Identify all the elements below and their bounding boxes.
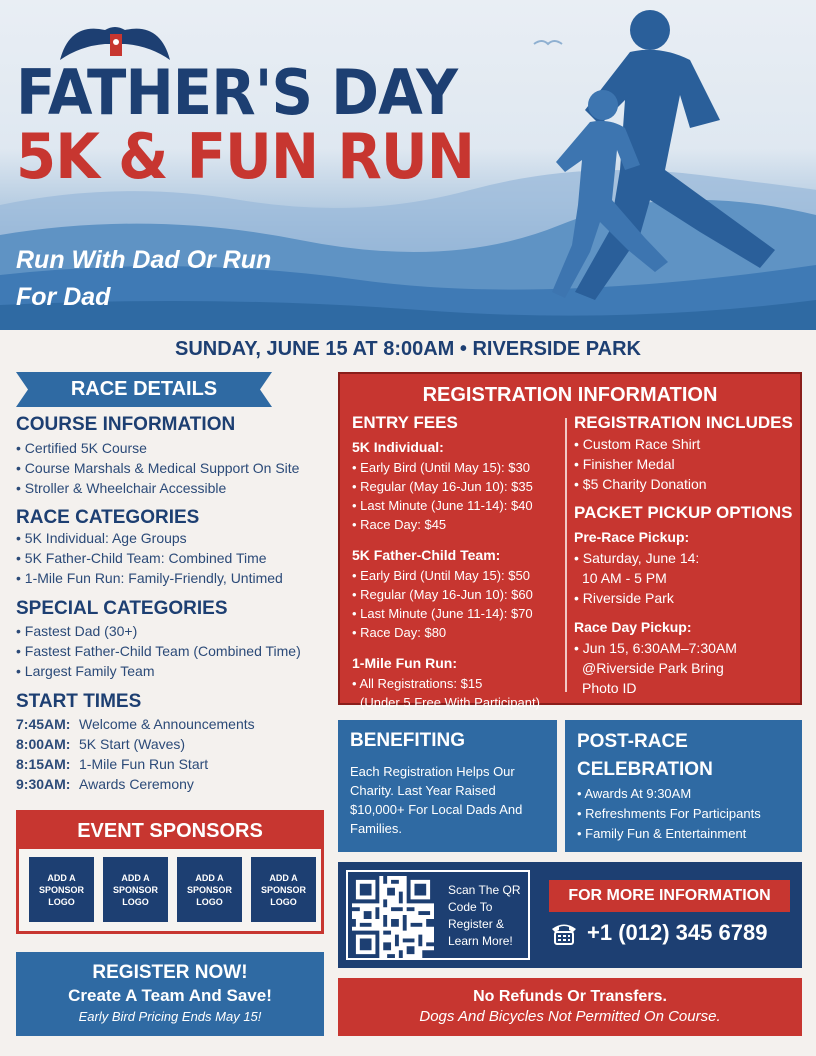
sponsor-logo-placeholder: ADD A SPONSOR LOGO — [251, 857, 316, 922]
start-time: 7:45AM: — [16, 716, 71, 732]
course-info-heading: COURSE INFORMATION — [16, 414, 236, 435]
pickup-detail: • Saturday, June 14: — [574, 548, 796, 568]
phone-number[interactable]: +1 (012) 345 6789 — [587, 920, 768, 945]
start-times-list — [16, 714, 255, 794]
fee-item: • Last Minute (June 11-14): $70 — [352, 604, 562, 623]
list-item: • Course Marshals & Medical Support On Site — [16, 458, 299, 478]
telephone-icon — [549, 920, 579, 946]
start-time-row — [16, 754, 255, 774]
start-event: 5K Start (Waves) — [79, 736, 186, 752]
include-item: • $5 Charity Donation — [574, 474, 796, 494]
more-info-label: FOR MORE INFORMATION — [549, 880, 790, 912]
early-bird-note: Early Bird Pricing Ends May 15! — [78, 1009, 262, 1024]
event-sponsors-heading: EVENT SPONSORS — [19, 813, 321, 849]
pickup-detail: • Riverside Park — [574, 588, 796, 608]
policy-notice — [338, 978, 802, 1036]
register-team-text: Create A Team And Save! — [68, 986, 272, 1005]
list-item: • 5K Father-Child Team: Combined Time — [16, 548, 283, 568]
race-categories-list — [16, 528, 283, 588]
event-sponsors-box — [16, 810, 324, 934]
race-day-pickup-heading: Race Day Pickup: — [574, 619, 692, 635]
pickup-heading: PACKET PICKUP OPTIONS — [574, 503, 793, 522]
team-fees-heading: 5K Father-Child Team: — [352, 547, 501, 563]
post-race-item: • Refreshments For Participants — [577, 804, 790, 824]
fee-item: • Regular (May 16-Jun 10): $35 — [352, 477, 562, 496]
sponsor-logo-placeholder: ADD A SPONSOR LOGO — [177, 857, 242, 922]
start-time: 8:00AM: — [16, 736, 71, 752]
event-date-location: SUNDAY, JUNE 15 AT 8:00AM • RIVERSIDE PARK — [174, 338, 641, 360]
start-time-row — [16, 774, 255, 794]
refund-policy: No Refunds Or Transfers. — [473, 988, 667, 1005]
sponsor-logo-placeholder: ADD A SPONSOR LOGO — [29, 857, 94, 922]
benefiting-box — [338, 720, 557, 852]
pre-race-pickup-heading: Pre-Race Pickup: — [574, 529, 690, 545]
sponsor-logo-placeholder: ADD A SPONSOR LOGO — [103, 857, 168, 922]
start-time-row — [16, 714, 255, 734]
entry-fees-heading: ENTRY FEES — [352, 413, 458, 432]
pickup-detail: 10 AM - 5 PM — [582, 570, 667, 586]
fee-item: • Early Bird (Until May 15): $30 — [352, 458, 562, 477]
fee-item: • Early Bird (Until May 15): $50 — [352, 566, 562, 585]
benefiting-text: Each Registration Helps Our Charity. Last Year Raised $10,000+ For Local Dads And Families. — [350, 764, 523, 836]
post-race-item: • Awards At 9:30AM — [577, 784, 790, 804]
pickup-detail: Photo ID — [582, 680, 637, 696]
pickup-detail: @Riverside Park Bring — [582, 660, 724, 676]
post-race-item: • Family Fun & Entertainment — [577, 824, 790, 844]
registration-info-box — [338, 372, 802, 710]
benefiting-heading: BENEFITING — [350, 730, 466, 751]
course-info-list — [16, 438, 299, 498]
race-details-ribbon — [16, 372, 272, 407]
post-race-heading: POST-RACE CELEBRATION — [577, 731, 713, 780]
special-categories-list — [16, 621, 301, 681]
tagline: Run With Dad Or Run For Dad — [16, 246, 272, 311]
pickup-detail: • Jun 15, 6:30AM–7:30AM — [574, 638, 796, 658]
register-now-heading: REGISTER NOW! — [92, 962, 248, 983]
start-times-heading: START TIMES — [16, 691, 142, 712]
fee-note: (Under 5 Free With Participant) — [360, 695, 540, 710]
start-event: 1-Mile Fun Run Start — [79, 756, 209, 772]
list-item: • Certified 5K Course — [16, 438, 299, 458]
hero-banner — [0, 0, 816, 330]
start-time: 9:30AM: — [16, 776, 71, 792]
register-now-box — [16, 952, 324, 1036]
fee-item: • Race Day: $45 — [352, 515, 562, 534]
event-subtitle: 5K & FUN RUN — [16, 120, 475, 193]
registration-info-heading: REGISTRATION INFORMATION — [422, 384, 718, 406]
race-categories-heading: RACE CATEGORIES — [16, 507, 200, 528]
column-divider — [565, 418, 567, 692]
include-item: • Custom Race Shirt — [574, 434, 796, 454]
start-time: 8:15AM: — [16, 756, 71, 772]
list-item: • Stroller & Wheelchair Accessible — [16, 478, 299, 498]
event-title: FATHER'S DAY — [16, 56, 458, 129]
special-categories-heading: SPECIAL CATEGORIES — [16, 598, 228, 619]
includes-column — [574, 412, 796, 698]
sponsor-logos — [29, 857, 316, 922]
start-event: Awards Ceremony — [79, 776, 194, 792]
qr-instructions: Scan The QR Code To Register & Learn More! — [448, 883, 521, 948]
fee-item: • Regular (May 16-Jun 10): $60 — [352, 585, 562, 604]
list-item: • 5K Individual: Age Groups — [16, 528, 283, 548]
fun-run-fees-heading: 1-Mile Fun Run: — [352, 655, 457, 671]
list-item: • Fastest Dad (30+) — [16, 621, 301, 641]
post-race-box — [565, 720, 802, 852]
course-restrictions: Dogs And Bicycles Not Permitted On Course. — [419, 1008, 721, 1025]
qr-panel — [346, 870, 530, 960]
includes-heading: REGISTRATION INCLUDES — [574, 413, 793, 432]
list-item: • Largest Family Team — [16, 661, 301, 681]
phone-row[interactable] — [549, 920, 790, 946]
include-item: • Finisher Medal — [574, 454, 796, 474]
fee-item: • All Registrations: $15 — [352, 674, 562, 693]
contact-box — [338, 862, 802, 968]
start-event: Welcome & Announcements — [79, 716, 255, 732]
race-details-heading: RACE DETAILS — [70, 378, 218, 400]
list-item: • 1-Mile Fun Run: Family-Friendly, Untimed — [16, 568, 283, 588]
start-time-row — [16, 734, 255, 754]
entry-fees-column — [352, 412, 562, 712]
fee-item: • Race Day: $80 — [352, 623, 562, 642]
fee-item: • Last Minute (June 11-14): $40 — [352, 496, 562, 515]
list-item: • Fastest Father-Child Team (Combined Time) — [16, 641, 301, 661]
qr-code-icon[interactable] — [352, 876, 434, 958]
individual-fees-heading: 5K Individual: — [352, 439, 444, 455]
